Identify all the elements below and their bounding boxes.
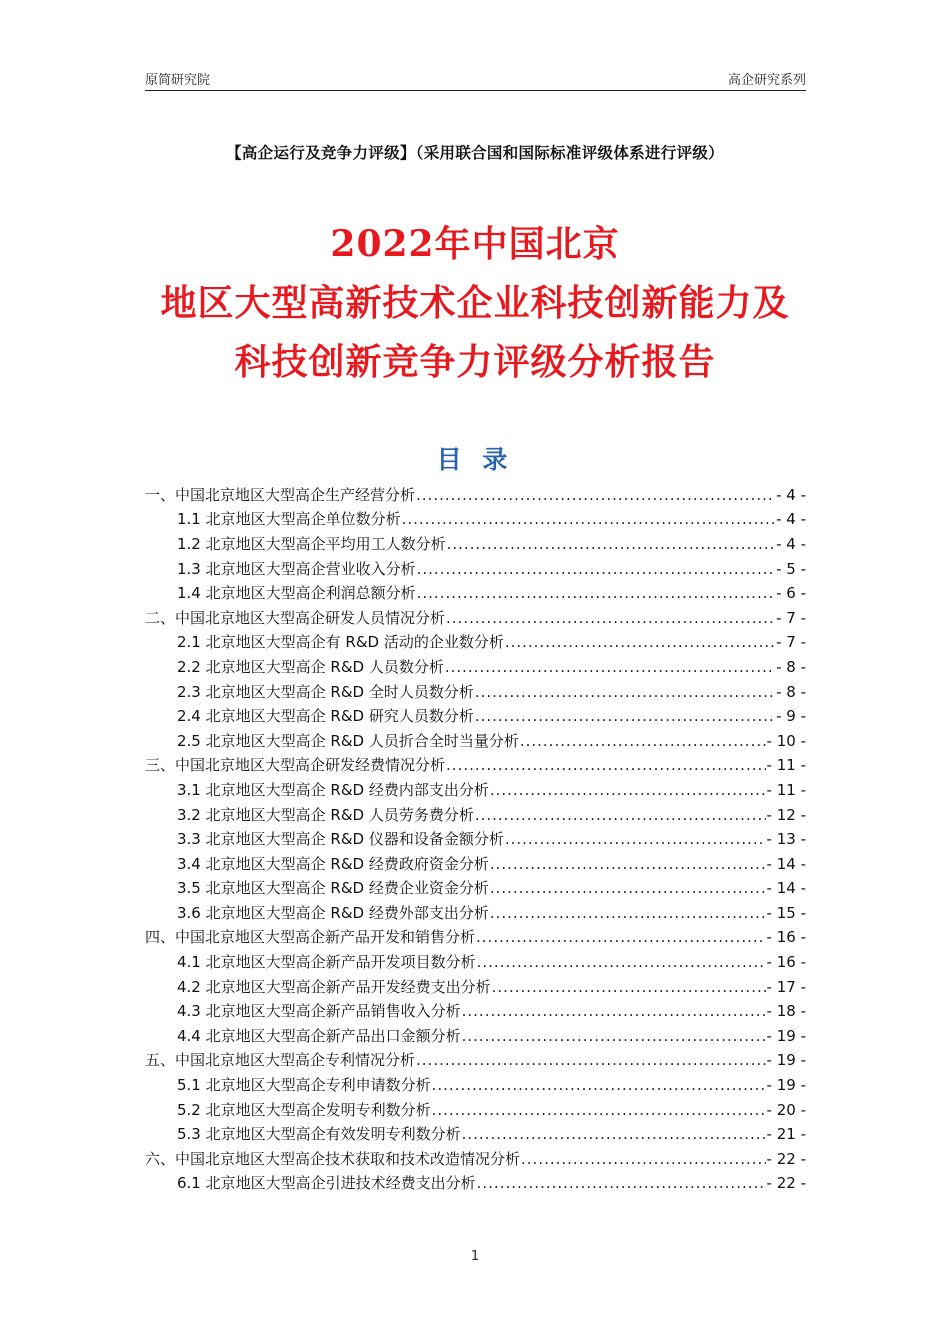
toc-subsection-entry[interactable]	[145, 655, 806, 680]
toc-section-entry[interactable]	[145, 606, 806, 631]
toc-subsection-entry[interactable]	[145, 532, 806, 557]
toc-entry-page: - 13 -	[766, 830, 806, 849]
toc-dot-leader	[477, 955, 766, 970]
toc-subsection-entry[interactable]	[145, 950, 806, 975]
toc-subsection-entry[interactable]	[145, 729, 806, 754]
toc-subsection-entry[interactable]	[145, 999, 806, 1024]
toc-dot-leader	[417, 586, 775, 601]
toc-dot-leader	[416, 488, 775, 503]
toc-entry-title: 2.1 北京地区大型高企有 R&D 活动的企业数分析	[177, 633, 504, 652]
toc-dot-leader	[505, 832, 766, 847]
toc-entry-title: 1.2 北京地区大型高企平均用工人数分析	[177, 534, 446, 553]
page-header	[145, 66, 806, 91]
toc-dot-leader	[490, 783, 766, 798]
toc-entry-page: - 4 -	[776, 534, 806, 553]
toc-dot-leader	[490, 881, 766, 896]
title-line-3: 科技创新竞争力评级分析报告	[234, 341, 716, 383]
toc-entry-title: 2.4 北京地区大型高企 R&D 研究人员数分析	[177, 707, 474, 726]
toc-entry-title: 4.3 北京地区大型高企新产品销售收入分析	[177, 1002, 461, 1021]
toc-dot-leader	[402, 512, 775, 527]
toc-dot-leader	[475, 808, 766, 823]
toc-heading: 目 录	[436, 445, 514, 474]
toc-entry-page: - 7 -	[776, 608, 806, 627]
toc-entry-page: - 8 -	[776, 682, 806, 701]
toc-dot-leader	[446, 611, 775, 626]
toc-entry-title: 5.1 北京地区大型高企专利申请数分析	[177, 1076, 431, 1095]
toc-entry-page: - 5 -	[776, 559, 806, 578]
toc-subsection-entry[interactable]	[145, 704, 806, 729]
toc-entry-title: 五、中国北京地区大型高企专利情况分析	[145, 1051, 416, 1070]
toc-subsection-entry[interactable]	[145, 877, 806, 902]
toc-dot-leader	[505, 635, 775, 650]
toc-entry-page: - 14 -	[766, 854, 806, 873]
toc-entry-title: 3.3 北京地区大型高企 R&D 仪器和设备金额分析	[177, 830, 504, 849]
toc-subsection-entry[interactable]	[145, 631, 806, 656]
toc-entry-page: - 4 -	[776, 485, 806, 504]
toc-entry-title: 3.4 北京地区大型高企 R&D 经费政府资金分析	[177, 854, 489, 873]
toc-entry-title: 3.1 北京地区大型高企 R&D 经费内部支出分析	[177, 780, 489, 799]
toc-entry-page: - 22 -	[766, 1174, 806, 1193]
toc-section-entry[interactable]	[145, 483, 806, 508]
toc-subsection-entry[interactable]	[145, 901, 806, 926]
toc-entry-title: 1.1 北京地区大型高企单位数分析	[177, 510, 401, 529]
toc-dot-leader	[521, 1152, 766, 1167]
toc-subsection-entry[interactable]	[145, 778, 806, 803]
toc-entry-title: 1.4 北京地区大型高企利润总额分析	[177, 584, 416, 603]
toc-entry-page: - 9 -	[776, 707, 806, 726]
toc-entry-page: - 7 -	[776, 633, 806, 652]
page-number: 1	[470, 1249, 480, 1264]
title-line-1: 2022年中国北京	[330, 223, 620, 265]
toc-entry-page: - 19 -	[766, 1026, 806, 1045]
toc-entry-title: 5.3 北京地区大型高企有效发明专利数分析	[177, 1125, 461, 1144]
toc-dot-leader	[490, 857, 766, 872]
toc-entry-page: - 19 -	[766, 1051, 806, 1070]
toc-entry-page: - 16 -	[766, 928, 806, 947]
toc-dot-leader	[520, 734, 766, 749]
toc-entry-page: - 18 -	[766, 1002, 806, 1021]
toc-entry-page: - 21 -	[766, 1125, 806, 1144]
toc-entry-title: 3.5 北京地区大型高企 R&D 经费企业资金分析	[177, 879, 489, 898]
toc-subsection-entry[interactable]	[145, 1024, 806, 1049]
toc-section-entry[interactable]	[145, 1049, 806, 1074]
toc-entry-title: 2.2 北京地区大型高企 R&D 人员数分析	[177, 657, 444, 676]
toc-dot-leader	[432, 1103, 766, 1118]
header-right: 高企研究系列	[727, 73, 806, 88]
toc-dot-leader	[432, 1078, 766, 1093]
toc-entry-title: 4.4 北京地区大型高企新产品出口金额分析	[177, 1026, 461, 1045]
toc-entry-page: - 12 -	[766, 805, 806, 824]
toc-entry-title: 2.5 北京地区大型高企 R&D 人员折合全时当量分析	[177, 731, 519, 750]
toc-subsection-entry[interactable]	[145, 1073, 806, 1098]
toc-entry-title: 三、中国北京地区大型高企研发经费情况分析	[145, 756, 446, 775]
toc-entry-title: 一、中国北京地区大型高企生产经营分析	[145, 485, 416, 504]
toc-section-entry[interactable]	[145, 926, 806, 951]
toc-entry-title: 六、中国北京地区大型高企技术获取和技术改造情况分析	[145, 1149, 521, 1168]
toc-entry-page: - 22 -	[766, 1149, 806, 1168]
toc-dot-leader	[446, 758, 766, 773]
toc-entry-page: - 17 -	[766, 977, 806, 996]
toc-entry-page: - 20 -	[766, 1100, 806, 1119]
toc-dot-leader	[416, 1053, 766, 1068]
toc-entry-page: - 4 -	[776, 510, 806, 529]
toc-entry-title: 4.2 北京地区大型高企新产品开发经费支出分析	[177, 977, 491, 996]
toc-section-entry[interactable]	[145, 1147, 806, 1172]
toc-entry-title: 3.2 北京地区大型高企 R&D 人员劳务费分析	[177, 805, 474, 824]
toc-subsection-entry[interactable]	[145, 975, 806, 1000]
toc-dot-leader	[476, 930, 766, 945]
toc-entry-page: - 6 -	[776, 584, 806, 603]
toc-entry-title: 6.1 北京地区大型高企引进技术经费支出分析	[177, 1174, 476, 1193]
toc-entry-page: - 14 -	[766, 879, 806, 898]
toc-entry-page: - 16 -	[766, 953, 806, 972]
toc-subsection-entry[interactable]	[145, 680, 806, 705]
toc-dot-leader	[445, 660, 775, 675]
toc-dot-leader	[492, 980, 766, 995]
toc-subsection-entry[interactable]	[145, 581, 806, 606]
toc-subsection-entry[interactable]	[145, 803, 806, 828]
toc-entry-page: - 11 -	[766, 780, 806, 799]
toc-section-entry[interactable]	[145, 754, 806, 779]
toc-entry-title: 二、中国北京地区大型高企研发人员情况分析	[145, 608, 446, 627]
toc-entry-title: 4.1 北京地区大型高企新产品开发项目数分析	[177, 953, 476, 972]
toc-dot-leader	[475, 685, 775, 700]
toc-entry-title: 四、中国北京地区大型高企新产品开发和销售分析	[145, 928, 476, 947]
toc-subsection-entry[interactable]	[145, 1098, 806, 1123]
toc-entry-page: - 15 -	[766, 903, 806, 922]
toc-subsection-entry[interactable]	[145, 852, 806, 877]
toc-dot-leader	[490, 906, 766, 921]
toc-subsection-entry[interactable]	[145, 1122, 806, 1147]
table-of-contents	[145, 483, 806, 1196]
toc-entry-page: - 11 -	[766, 756, 806, 775]
title-line-2: 地区大型高新技术企业科技创新能力及	[160, 282, 790, 324]
toc-dot-leader	[462, 1004, 766, 1019]
toc-dot-leader	[462, 1029, 766, 1044]
toc-subsection-entry[interactable]	[145, 827, 806, 852]
toc-entry-title: 1.3 北京地区大型高企营业收入分析	[177, 559, 416, 578]
toc-subsection-entry[interactable]	[145, 557, 806, 582]
toc-subsection-entry[interactable]	[145, 1172, 806, 1197]
report-title	[0, 215, 950, 392]
toc-dot-leader	[462, 1127, 766, 1142]
toc-dot-leader	[417, 562, 775, 577]
header-left: 原简研究院	[145, 73, 211, 88]
toc-entry-title: 2.3 北京地区大型高企 R&D 全时人员数分析	[177, 682, 474, 701]
toc-entry-page: - 8 -	[776, 657, 806, 676]
toc-dot-leader	[477, 1176, 766, 1191]
toc-subsection-entry[interactable]	[145, 508, 806, 533]
toc-dot-leader	[447, 537, 775, 552]
toc-entry-title: 3.6 北京地区大型高企 R&D 经费外部支出分析	[177, 903, 489, 922]
toc-entry-title: 5.2 北京地区大型高企发明专利数分析	[177, 1100, 431, 1119]
rating-note: 【高企运行及竞争力评级】（采用联合国和国际标准评级体系进行评级）	[226, 144, 724, 162]
toc-dot-leader	[475, 709, 775, 724]
toc-entry-page: - 10 -	[766, 731, 806, 750]
toc-entry-page: - 19 -	[766, 1076, 806, 1095]
